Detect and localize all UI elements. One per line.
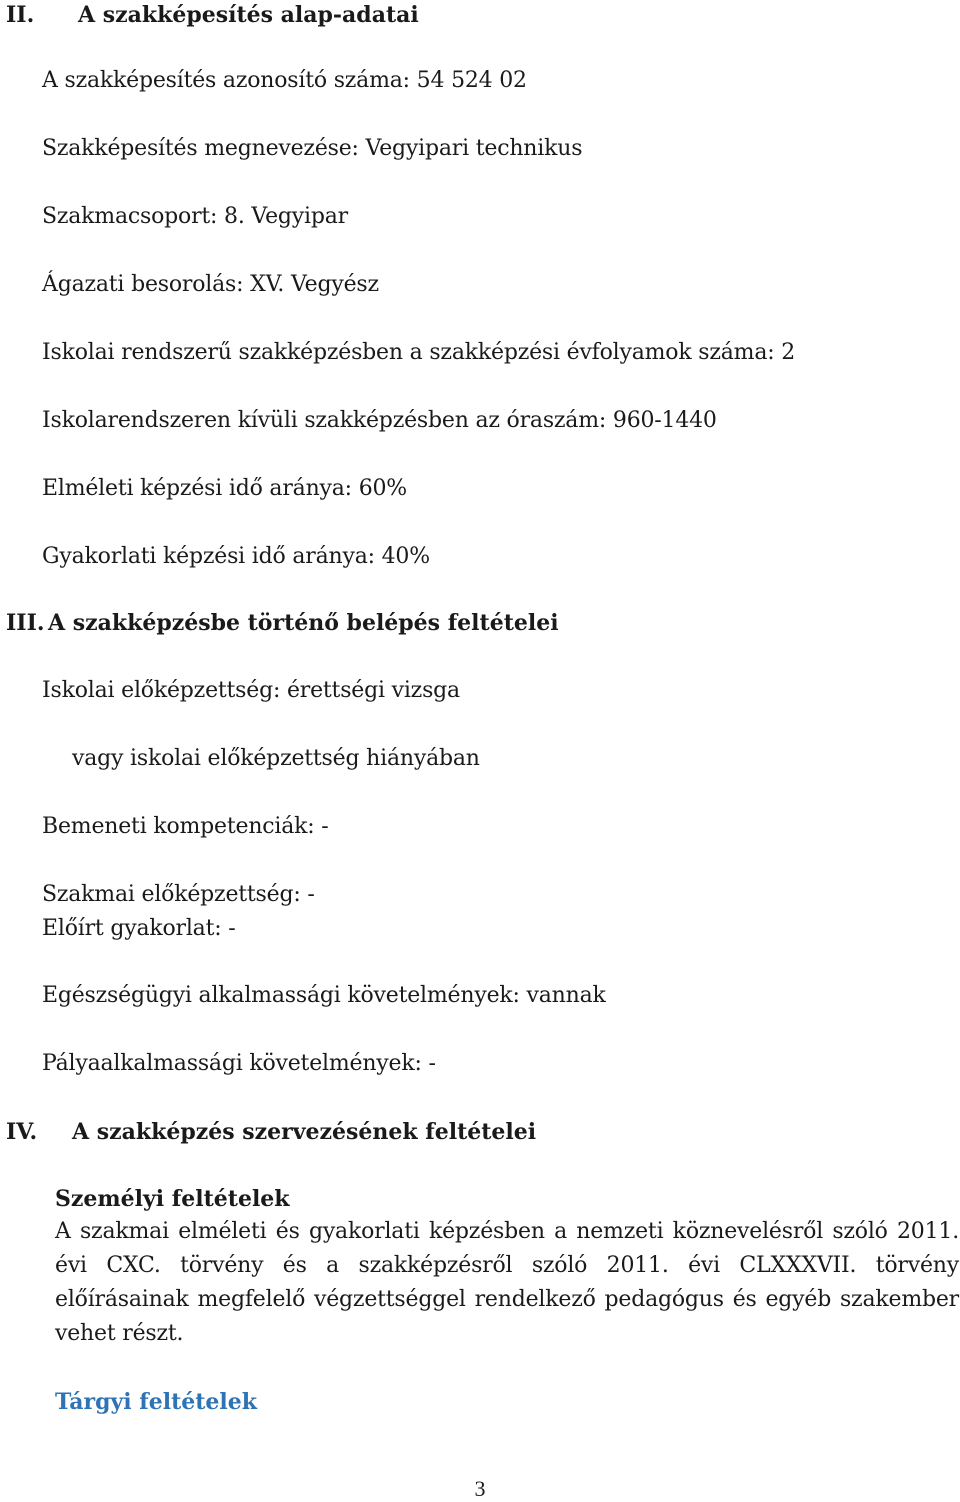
sector-classification-line: Ágazati besorolás: XV. Vegyész xyxy=(42,272,379,297)
prerequisite-alternative-line: vagy iskolai előképzettség hiányában xyxy=(72,746,480,771)
section-heading-iv xyxy=(6,1119,536,1145)
health-requirements-line: Egészségügyi alkalmassági követelmények: vannak xyxy=(42,983,606,1008)
section-heading-ii xyxy=(6,2,419,28)
school-prerequisite-line: Iskolai előképzettség: érettségi vizsga xyxy=(42,678,460,703)
outside-school-hours-line: Iskolarendszeren kívüli szakképzésben az óraszám: 960-1440 xyxy=(42,408,717,433)
career-aptitude-line: Pályaalkalmassági követelmények: - xyxy=(42,1051,436,1076)
qualification-id-line: A szakképesítés azonosító száma: 54 524 02 xyxy=(42,68,527,93)
section-title: A szakképesítés alap-adatai xyxy=(78,2,419,28)
section-title: A szakképzésbe történő belépés feltételei xyxy=(48,610,559,636)
theory-ratio-line: Elméleti képzési idő aránya: 60% xyxy=(42,476,407,501)
required-practice-line: Előírt gyakorlat: - xyxy=(42,916,236,941)
section-heading-iii xyxy=(6,610,559,636)
section-number: IV. xyxy=(6,1119,38,1145)
personal-conditions-heading: Személyi feltételek xyxy=(55,1186,290,1212)
section-number: III. xyxy=(6,610,45,636)
section-title: A szakképzés szervezésének feltételei xyxy=(72,1119,537,1145)
personal-conditions-text: A szakmai elméleti és gyakorlati képzésben a nemzeti köznevelésről szóló 2011. évi CXC. törvény és a szakképzésről szóló 2011. évi CLXXXVII. törvény előírásainak megfelelő végzettséggel rendelkező pedagógus és egyéb szakember vehet részt. xyxy=(55,1219,959,1346)
section-number: II. xyxy=(6,2,35,28)
practice-ratio-line: Gyakorlati képzési idő aránya: 40% xyxy=(42,544,430,569)
page-number: 3 xyxy=(474,1476,486,1501)
professional-group-line: Szakmacsoport: 8. Vegyipar xyxy=(42,204,348,229)
professional-prerequisite-line: Szakmai előképzettség: - xyxy=(42,882,315,907)
qualification-name-line: Szakképesítés megnevezése: Vegyipari technikus xyxy=(42,136,583,161)
material-conditions-heading[interactable]: Tárgyi feltételek xyxy=(55,1389,258,1415)
school-years-line: Iskolai rendszerű szakképzésben a szakképzési évfolyamok száma: 2 xyxy=(42,340,796,365)
entry-competencies-line: Bemeneti kompetenciák: - xyxy=(42,814,329,839)
